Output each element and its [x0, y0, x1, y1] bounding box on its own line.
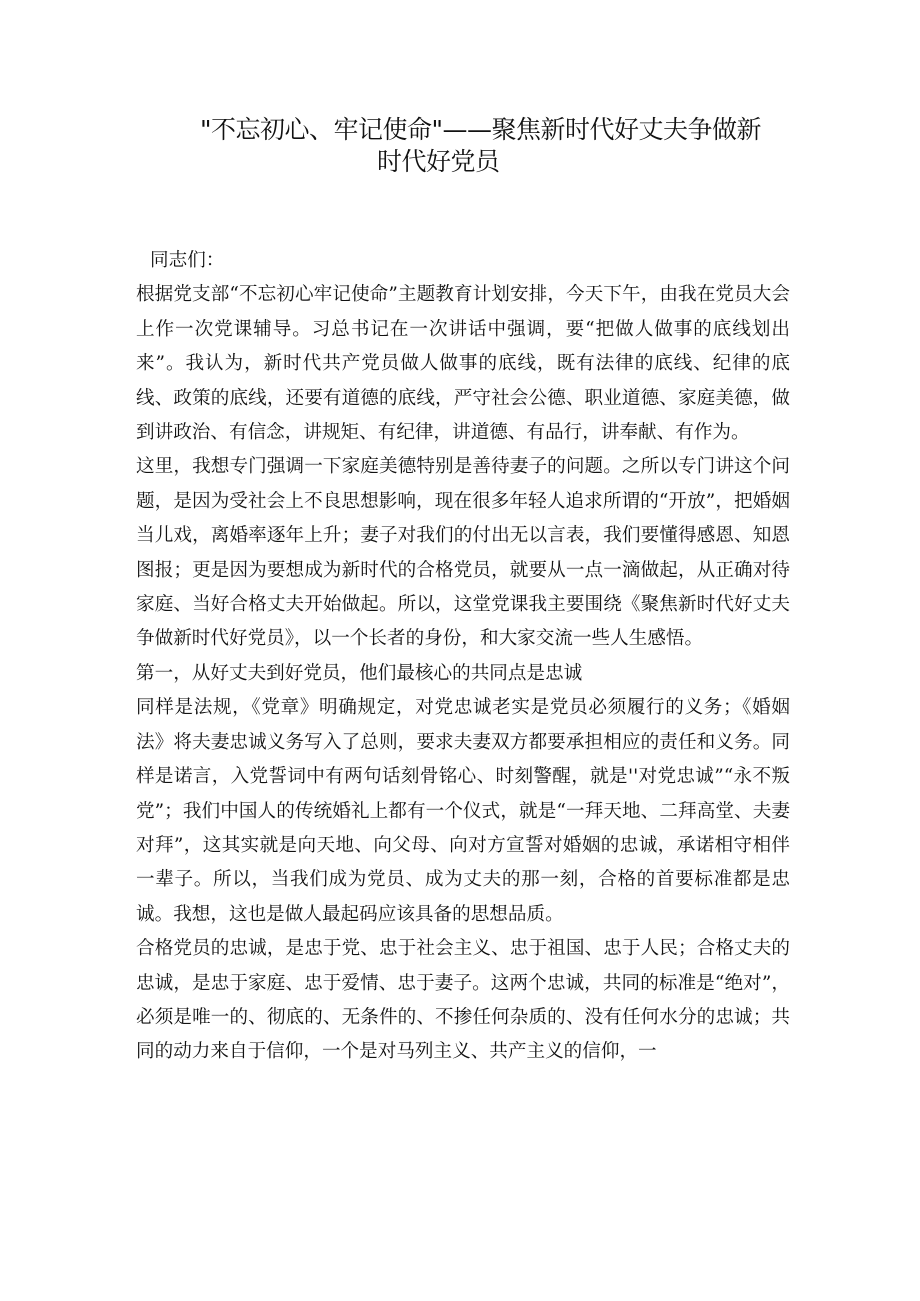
- document-title-line-2: 时代好党员: [377, 147, 500, 176]
- document-body: [136, 244, 790, 1070]
- section-heading-loyalty: 第一，从好丈夫到好党员，他们最核心的共同点是忠诚: [136, 662, 583, 684]
- salutation: 同志们：: [150, 250, 225, 271]
- paragraph-loyalty-standard: 合格党员的忠诚，是忠于党、忠于社会主义、忠于祖国、忠于人民；合格丈夫的忠诚，是忠于家庭、忠于爱情、忠于妻子。这两个忠诚，共同的标准是“绝对”，必须是唯一的、彻底的、无条件的、不掺任何杂质的、没有任何水分的忠诚；共同的动力来自于信仰，一个是对马列主义、共产主义的信仰，一: [136, 938, 790, 1063]
- document-title-line-1: "不忘初心、牢记使命"——聚焦新时代好丈夫争做新: [200, 115, 761, 144]
- paragraph-family-virtue: 这里，我想专门强调一下家庭美德特别是善待妻子的问题。之所以专门讲这个问题，是因为受社会上不良思想影响，现在很多年轻人追求所谓的“开放”，把婚姻当儿戏，离婚率逐年上升；妻子对我们的付出无以言表，我们要懂得感恩、知恩图报；更是因为要想成为新时代的合格党员，就要从一点一滴做起，从正确对待家庭、当好合格丈夫开始做起。所以，这堂党课我主要围绕《聚焦新时代好丈夫争做新时代好党员》，以一个长者的身份，和大家交流一些人生感悟。: [136, 456, 790, 650]
- paragraph-intro: 根据党支部“不忘初心牢记使命”主题教育计划安排，今天下午，由我在党员大会上作一次党课辅导。习总书记在一次讲话中强调，要“把做人做事的底线划出来”。我认为，新时代共产党员做人做事的底线，既有法律的底线、纪律的底线、政策的底线，还要有道德的底线，严守社会公德、职业道德、家庭美德，做到讲政治、有信念，讲规矩、有纪律，讲道德、有品行，讲奉献、有作为。: [136, 284, 790, 444]
- paragraph-regulations: 同样是法规，《党章》明确规定，对党忠诚老实是党员必须履行的义务；《婚姻法》将夫妻忠诚义务写入了总则，要求夫妻双方都要承担相应的责任和义务。同样是诺言，入党誓词中有两句话刻骨铭心、时刻警醒，就是''对党忠诚”“永不叛党”；我们中国人的传统婚礼上都有一个仪式，就是“一拜天地、二拜高堂、夫妻对拜”，这其实就是向天地、向父母、向对方宣誓对婚姻的忠诚，承诺相守相伴一辈子。所以，当我们成为党员、成为丈夫的那一刻，合格的首要标准都是忠诚。我想，这也是做人最起码应该具备的思想品质。: [136, 697, 790, 925]
